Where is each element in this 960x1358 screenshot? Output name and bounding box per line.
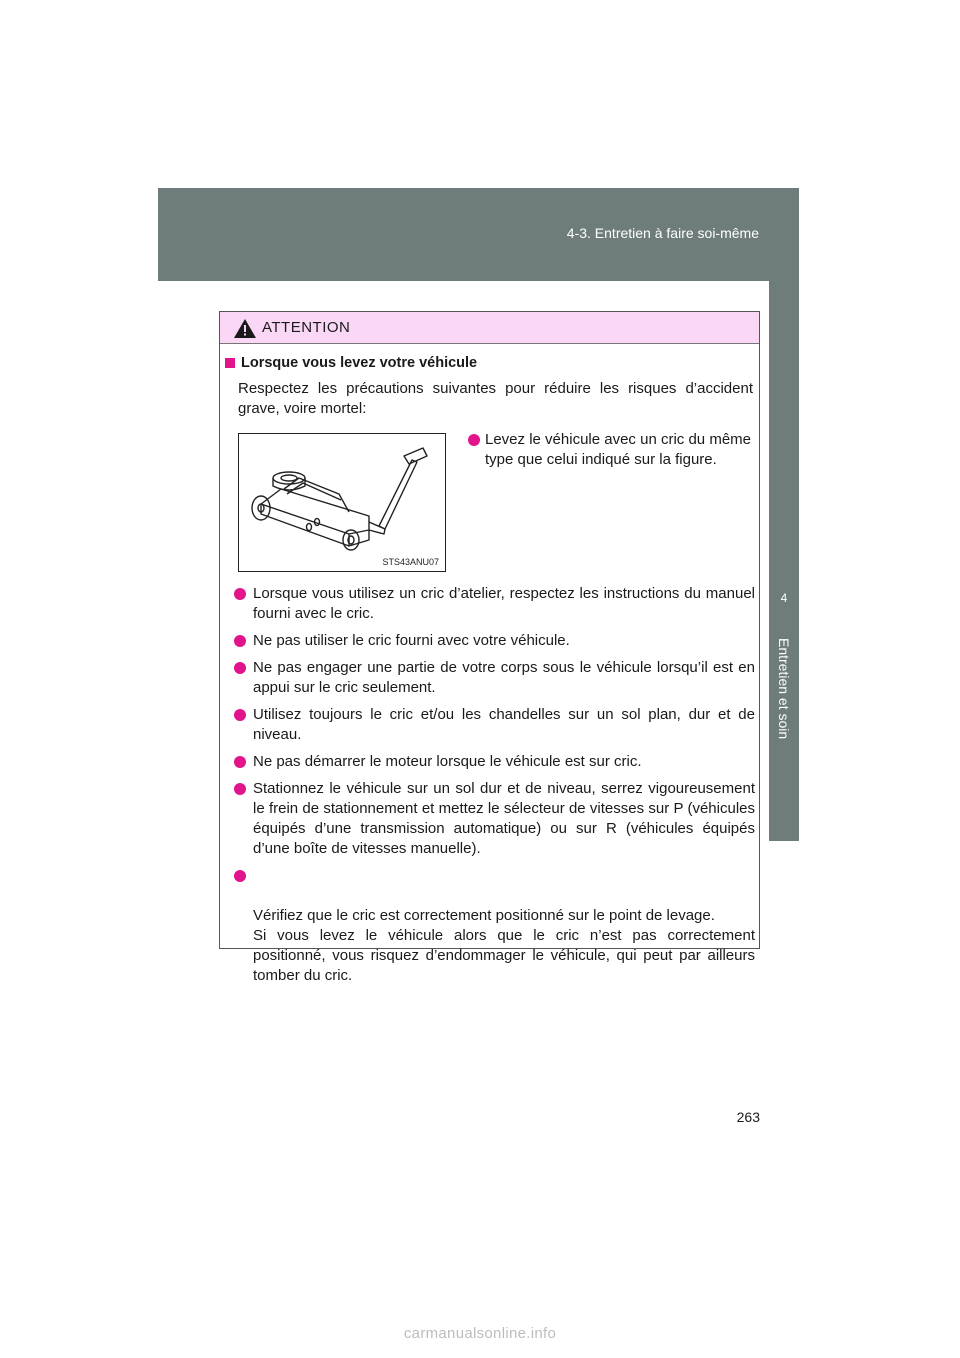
list-item [225,584,755,624]
round-bullet-icon [234,870,246,882]
round-bullet-icon [234,588,246,600]
list-item-text: Utilisez toujours le cric et/ou les chandelles sur un sol plan, dur et de niveau. [253,706,755,743]
section-title: 4-3. Entretien à faire soi-même [566,225,759,241]
round-bullet-icon [234,635,246,647]
list-item [225,866,755,986]
warning-header [220,312,759,344]
round-bullet-icon [468,434,480,446]
bullet-list [225,584,755,993]
warning-section [225,353,755,419]
list-item-text: Vérifiez que le cric est correctement positionné sur le point de levage. Si vous levez le véhicule alors que le cric n’est pas correctement positionné, vous risquez d’endommager le véhicule, qui peut par ailleurs tomber du cric. [253,907,755,984]
watermark: carmanualsonline.info [403,1325,557,1342]
list-item-text: Ne pas engager une partie de votre corps sous le véhicule lorsqu’il est en appui sur le cric seulement. [253,659,755,696]
chapter-side-tab [769,281,799,841]
chapter-header [158,188,799,281]
section-heading [225,353,755,373]
floor-jack-illustration-icon [239,434,445,571]
list-item-text: Stationnez le véhicule sur un sol dur et de niveau, serrez vigoureusement le frein de stationnement et mettez le sélecteur de vitesses sur P (véhicules équipés d’une transmission automatique) ou sur R (véhicules équipés d’une boîte de vitesses manuelle). [253,780,755,857]
round-bullet-icon [234,709,246,721]
square-bullet-icon [225,358,235,368]
chapter-number: 4 [780,591,788,605]
round-bullet-icon [234,662,246,674]
round-bullet-icon [234,756,246,768]
jack-figure [238,433,446,572]
list-item [225,752,755,772]
section-heading-text: Lorsque vous levez votre véhicule [241,355,478,371]
list-item-text: Ne pas utiliser le cric fourni avec votre véhicule. [253,632,570,649]
list-item-text: Ne pas démarrer le moteur lorsque le véhicule est sur cric. [253,753,642,770]
figure-bullet [468,430,751,470]
page-number: 263 [736,1109,760,1125]
chapter-label: Entretien et soin [776,638,792,740]
list-item [225,779,755,859]
list-item [225,631,755,651]
list-item [225,705,755,745]
list-item-text: Lorsque vous utilisez un cric d’atelier, respectez les instructions du manuel fourni avec le cric. [253,585,755,622]
figure-code: STS43ANU07 [382,557,439,567]
warning-triangle-icon [234,319,256,338]
list-item [225,658,755,698]
figure-bullet-text: Levez le véhicule avec un cric du même type que celui indiqué sur la figure. [485,431,751,468]
warning-box [219,311,760,984]
round-bullet-icon [234,783,246,795]
warning-title: ATTENTION [262,319,351,336]
intro-text: Respectez les précautions suivantes pour réduire les risques d’accident grave, voire mortel: [238,380,753,417]
